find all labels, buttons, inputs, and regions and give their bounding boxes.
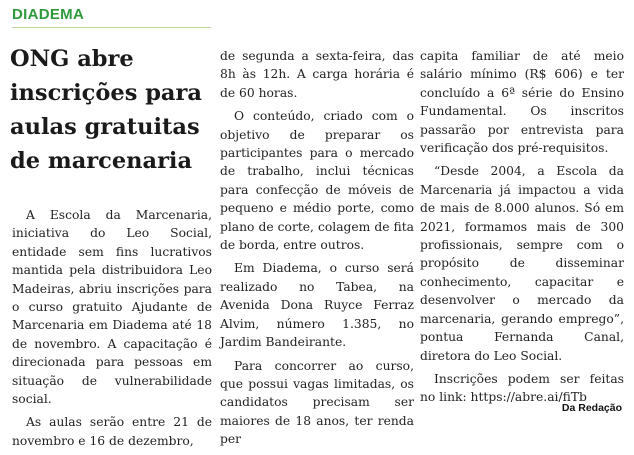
article-column-3: [420, 47, 624, 412]
article-paragraph: Inscrições podem ser feitas no link: https://abre.ai/fiTb: [420, 371, 624, 405]
article-paragraph: Para concorrer ao curso, que possui vagas limitadas, os candidatos precisam ser maiores de 18 anos, ter renda per: [220, 358, 414, 447]
article-paragraph: de segunda a sexta-feira, das 8h às 12h. A carga horária é de 60 horas.: [220, 49, 414, 100]
article-credit: Da Redação: [561, 402, 622, 414]
article-paragraph: “Desde 2004, a Escola da Marcenaria já impactou a vida de mais de 8.000 alunos. Só em 2021, formamos mais de 300 profissionais, sempre com o propósito de disseminar conhecimento, capacitar e desenvolver o mercado da marcenaria, gerando emprego”, pontua Fernanda Canal, diretora do Leo Social.: [420, 164, 624, 363]
article-headline: ONG abre inscrições para aulas gratuitas de marcenaria: [10, 46, 202, 174]
article-paragraph: capita familiar de até meio salário mínimo (R$ 606) e ter concluído a 6ª série do Ensino Fundamental. Os inscritos passarão por entrevista para verificação dos pré-requisitos.: [420, 49, 624, 156]
section-kicker: DIADEMA: [12, 6, 85, 23]
article-column-1: [12, 206, 212, 455]
article-paragraph: As aulas serão entre 21 de novembro e 16 de dezembro,: [12, 415, 212, 448]
article-column-2: [220, 47, 414, 454]
article-paragraph: A Escola da Marcenaria, iniciativa do Leo Social, entidade sem fins lucrativos mantida pela distribuidora Leo Madeiras, abriu inscrições para o curso gratuito Ajudante de Marcenaria em Diadema até 18 de novembro. A capacitação é direcionada para pessoas em situação de vulnerabilidade social.: [12, 208, 212, 407]
article-paragraph: Em Diadema, o curso será realizado no Tabea, na Avenida Dona Ruyce Ferraz Alvim, número 1.385, no Jardim Bandeirante.: [220, 261, 414, 350]
article-paragraph: O conteúdo, criado com o objetivo de preparar os participantes para o mercado de trabalho, inclui técnicas para confecção de móveis de pequeno e médio porte, como plano de corte, colagem de fita de borda, entre outros.: [220, 109, 414, 253]
kicker-divider: [12, 27, 211, 28]
